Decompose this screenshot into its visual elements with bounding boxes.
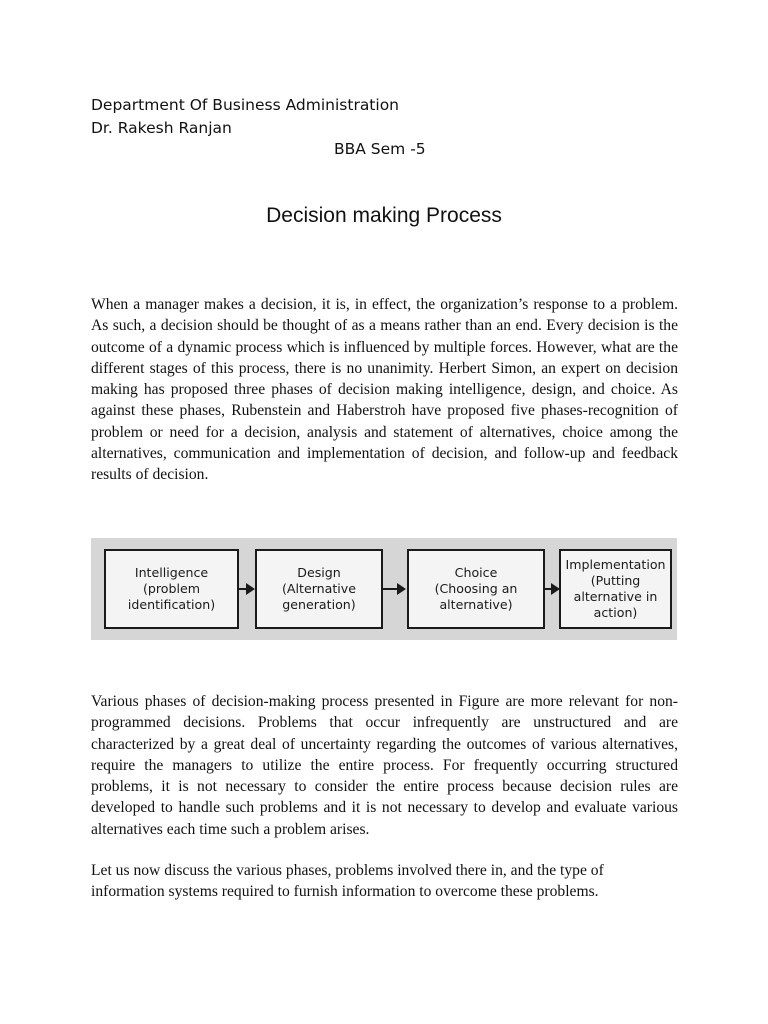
flow-arrow-line [383,588,397,590]
flow-box-label: Design (Alternative generation) [281,565,356,612]
page-title: Decision making Process [266,204,502,227]
arrow-right-icon [246,583,255,595]
department-name: Department Of Business Administration [91,96,400,114]
closing-paragraph: Let us now discuss the various phases, problems involved there in, and the type of information systems required to furnish information to overcome these problems. [91,862,604,901]
flow-box-label: Choice (Choosing an alternative) [434,565,518,612]
flow-box-design [255,549,383,629]
author-name: Dr. Rakesh Ranjan [91,119,232,137]
flow-box-intelligence [104,549,239,629]
intro-paragraph: When a manager makes a decision, it is, in effect, the organization’s response to a problem. As such, a decision should be thought of as a means rather than an end. Every decision is the outcome of a dynamic process which is influenced by multiple forces. However, what are the different stages of this process, there is no unanimity. Herbert Simon, an expert on decision making has proposed three phases of decision making intelligence, design, and choice. As against these phases, Rubenstein and Haberstroh have proposed five phases-recognition of problem or need for a decision, analysis and statement of alternatives, choice among the alternatives, communication and implementation of decision, and follow-up and feedback results of decision. [91,296,678,484]
document-header [91,94,399,140]
flow-arrow-line [239,588,246,590]
decision-process-figure [91,538,677,640]
semester-label: BBA Sem -5 [334,140,426,158]
flow-box-implementation [559,549,672,629]
arrow-right-icon [397,583,406,595]
flow-box-label: Implementation (Putting alternative in action) [565,557,666,620]
flow-box-choice [407,549,545,629]
phases-paragraph: Various phases of decision-making process presented in Figure are more relevant for non-programmed decisions. Problems that occur infrequently are unstructured and are characterized by a great deal of uncertainty regarding the outcomes of various alternatives, require the managers to utilize the entire process. For frequently occurring structured problems, it is not necessary to consider the entire process because decision rules are developed to handle such problems and it is not necessary to develop and evaluate various alternatives each time such a problem arises. [91,693,678,838]
flow-box-label: Intelligence (problem identification) [127,565,216,612]
